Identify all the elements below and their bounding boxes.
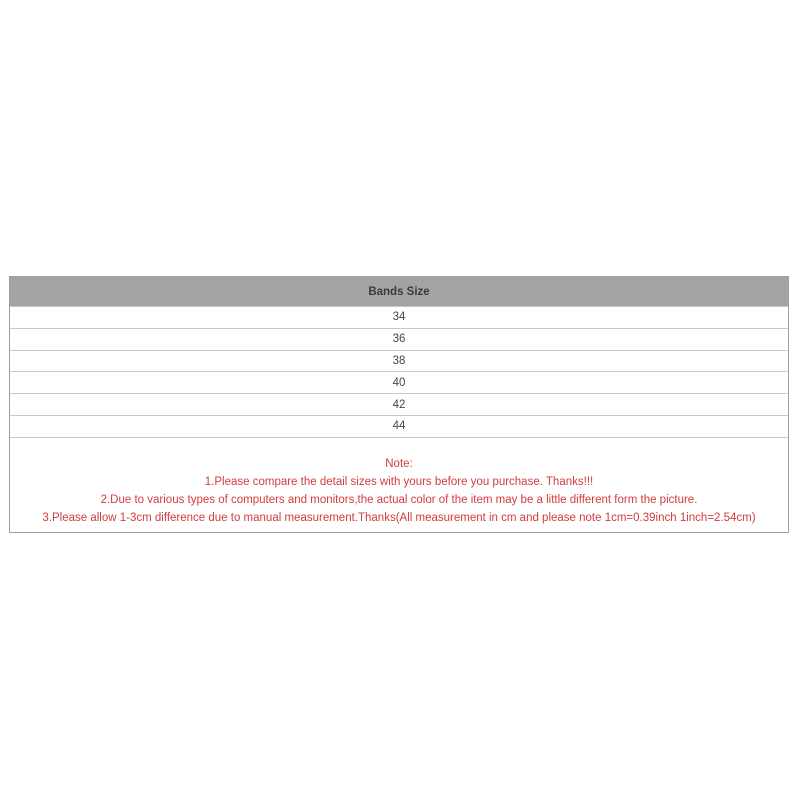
note-title: Note: xyxy=(385,457,413,470)
size-chart-table xyxy=(9,276,789,533)
table-header: Bands Size xyxy=(10,277,788,306)
table-row-size: 44 xyxy=(10,415,788,437)
notes-section xyxy=(10,437,788,532)
note-line-3: 3.Please allow 1-3cm difference due to manual measurement.Thanks(All measurement in cm and please note 1cm=0.39inch 1inch=2.54cm) xyxy=(42,511,756,524)
table-row-size: 42 xyxy=(10,393,788,415)
table-row-size: 34 xyxy=(10,306,788,328)
table-row-size: 36 xyxy=(10,328,788,350)
note-line-1: 1.Please compare the detail sizes with yours before you purchase. Thanks!!! xyxy=(204,475,594,488)
note-line-2: 2.Due to various types of computers and monitors,the actual color of the item may be a little different form the picture. xyxy=(100,493,698,506)
table-row-size: 40 xyxy=(10,371,788,393)
table-row-size: 38 xyxy=(10,350,788,372)
